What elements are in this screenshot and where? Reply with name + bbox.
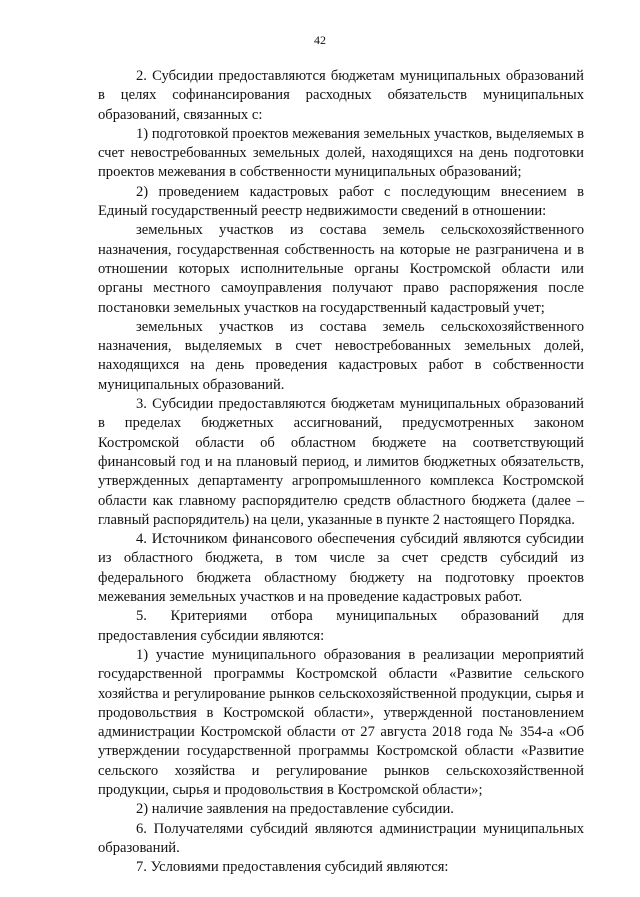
paragraph: 4. Источником финансового обеспечения субсидий являются субсидии из областного бюджета, в том числе за счет средств субсидий из федерального бюджета областному бюджету на подготовку проектов межевания земельных участков и на проведение кадастровых работ.: [98, 531, 584, 606]
paragraph: 2. Субсидии предоставляются бюджетам муниципальных образований в целях софинансирования расходных обязательств муниципальных образований, связанных с:: [98, 68, 584, 123]
paragraph: 2) проведением кадастровых работ с последующим внесением в Единый государственный реестр недвижимости сведений в отношении:: [98, 183, 584, 220]
document-body: [98, 67, 584, 877]
page-number: 42: [314, 33, 326, 47]
paragraph: земельных участков из состава земель сельскохозяйственного назначения, государственная собственность на которые не разграничена и в отношении которых исполнительные органы Костромской области или органы местного самоуправления получают право распоряжения после постановки земельных участков на государственный кадастровый учет;: [98, 222, 584, 316]
paragraph: 3. Субсидии предоставляются бюджетам муниципальных образований в пределах бюджетных ассигнований, предусмотренных законом Костромской области об областном бюджете на соответствующий финансовый год и на плановый период, и лимитов бюджетных обязательств, утвержденных департаменту агропромышленного комплекса Костромской области как главному распорядителю средств областного бюджета (далее – главный распорядитель) на цели, указанные в пункте 2 настоящего Порядка.: [98, 396, 584, 528]
paragraph: 5. Критериями отбора муниципальных образований для предоставления субсидии являются:: [98, 608, 584, 644]
paragraph: 1) участие муниципального образования в реализации мероприятий государственной программы Костромской области «Развитие сельского хозяйства и регулирование рынков сельскохозяйственной продукции, сырья и продовольствия в Костромской области», утвержденной постановлением администрации Костромской области от 27 августа 2018 года № 354-а «Об утверждении государственной программы Костромской области «Развитие сельского хозяйства и регулирование рынков сельскохозяйственной продукции, сырья и продовольствия в Костромской области»;: [98, 646, 584, 798]
paragraph: 2) наличие заявления на предоставление субсидии.: [136, 801, 454, 818]
paragraph: 1) подготовкой проектов межевания земельных участков, выделяемых в счет невостребованных земельных долей, находящихся на день подготовки проектов межевания в собственности муниципальных образований;: [98, 125, 584, 181]
paragraph: 7. Условиями предоставления субсидий являются:: [136, 859, 449, 876]
paragraph: 6. Получателями субсидий являются администрации муниципальных образований.: [98, 820, 584, 856]
paragraph: земельных участков из состава земель сельскохозяйственного назначения, выделяемых в счет невостребованных земельных долей, находящихся на день проведения кадастровых работ в собственности муниципальных образований.: [98, 318, 584, 393]
